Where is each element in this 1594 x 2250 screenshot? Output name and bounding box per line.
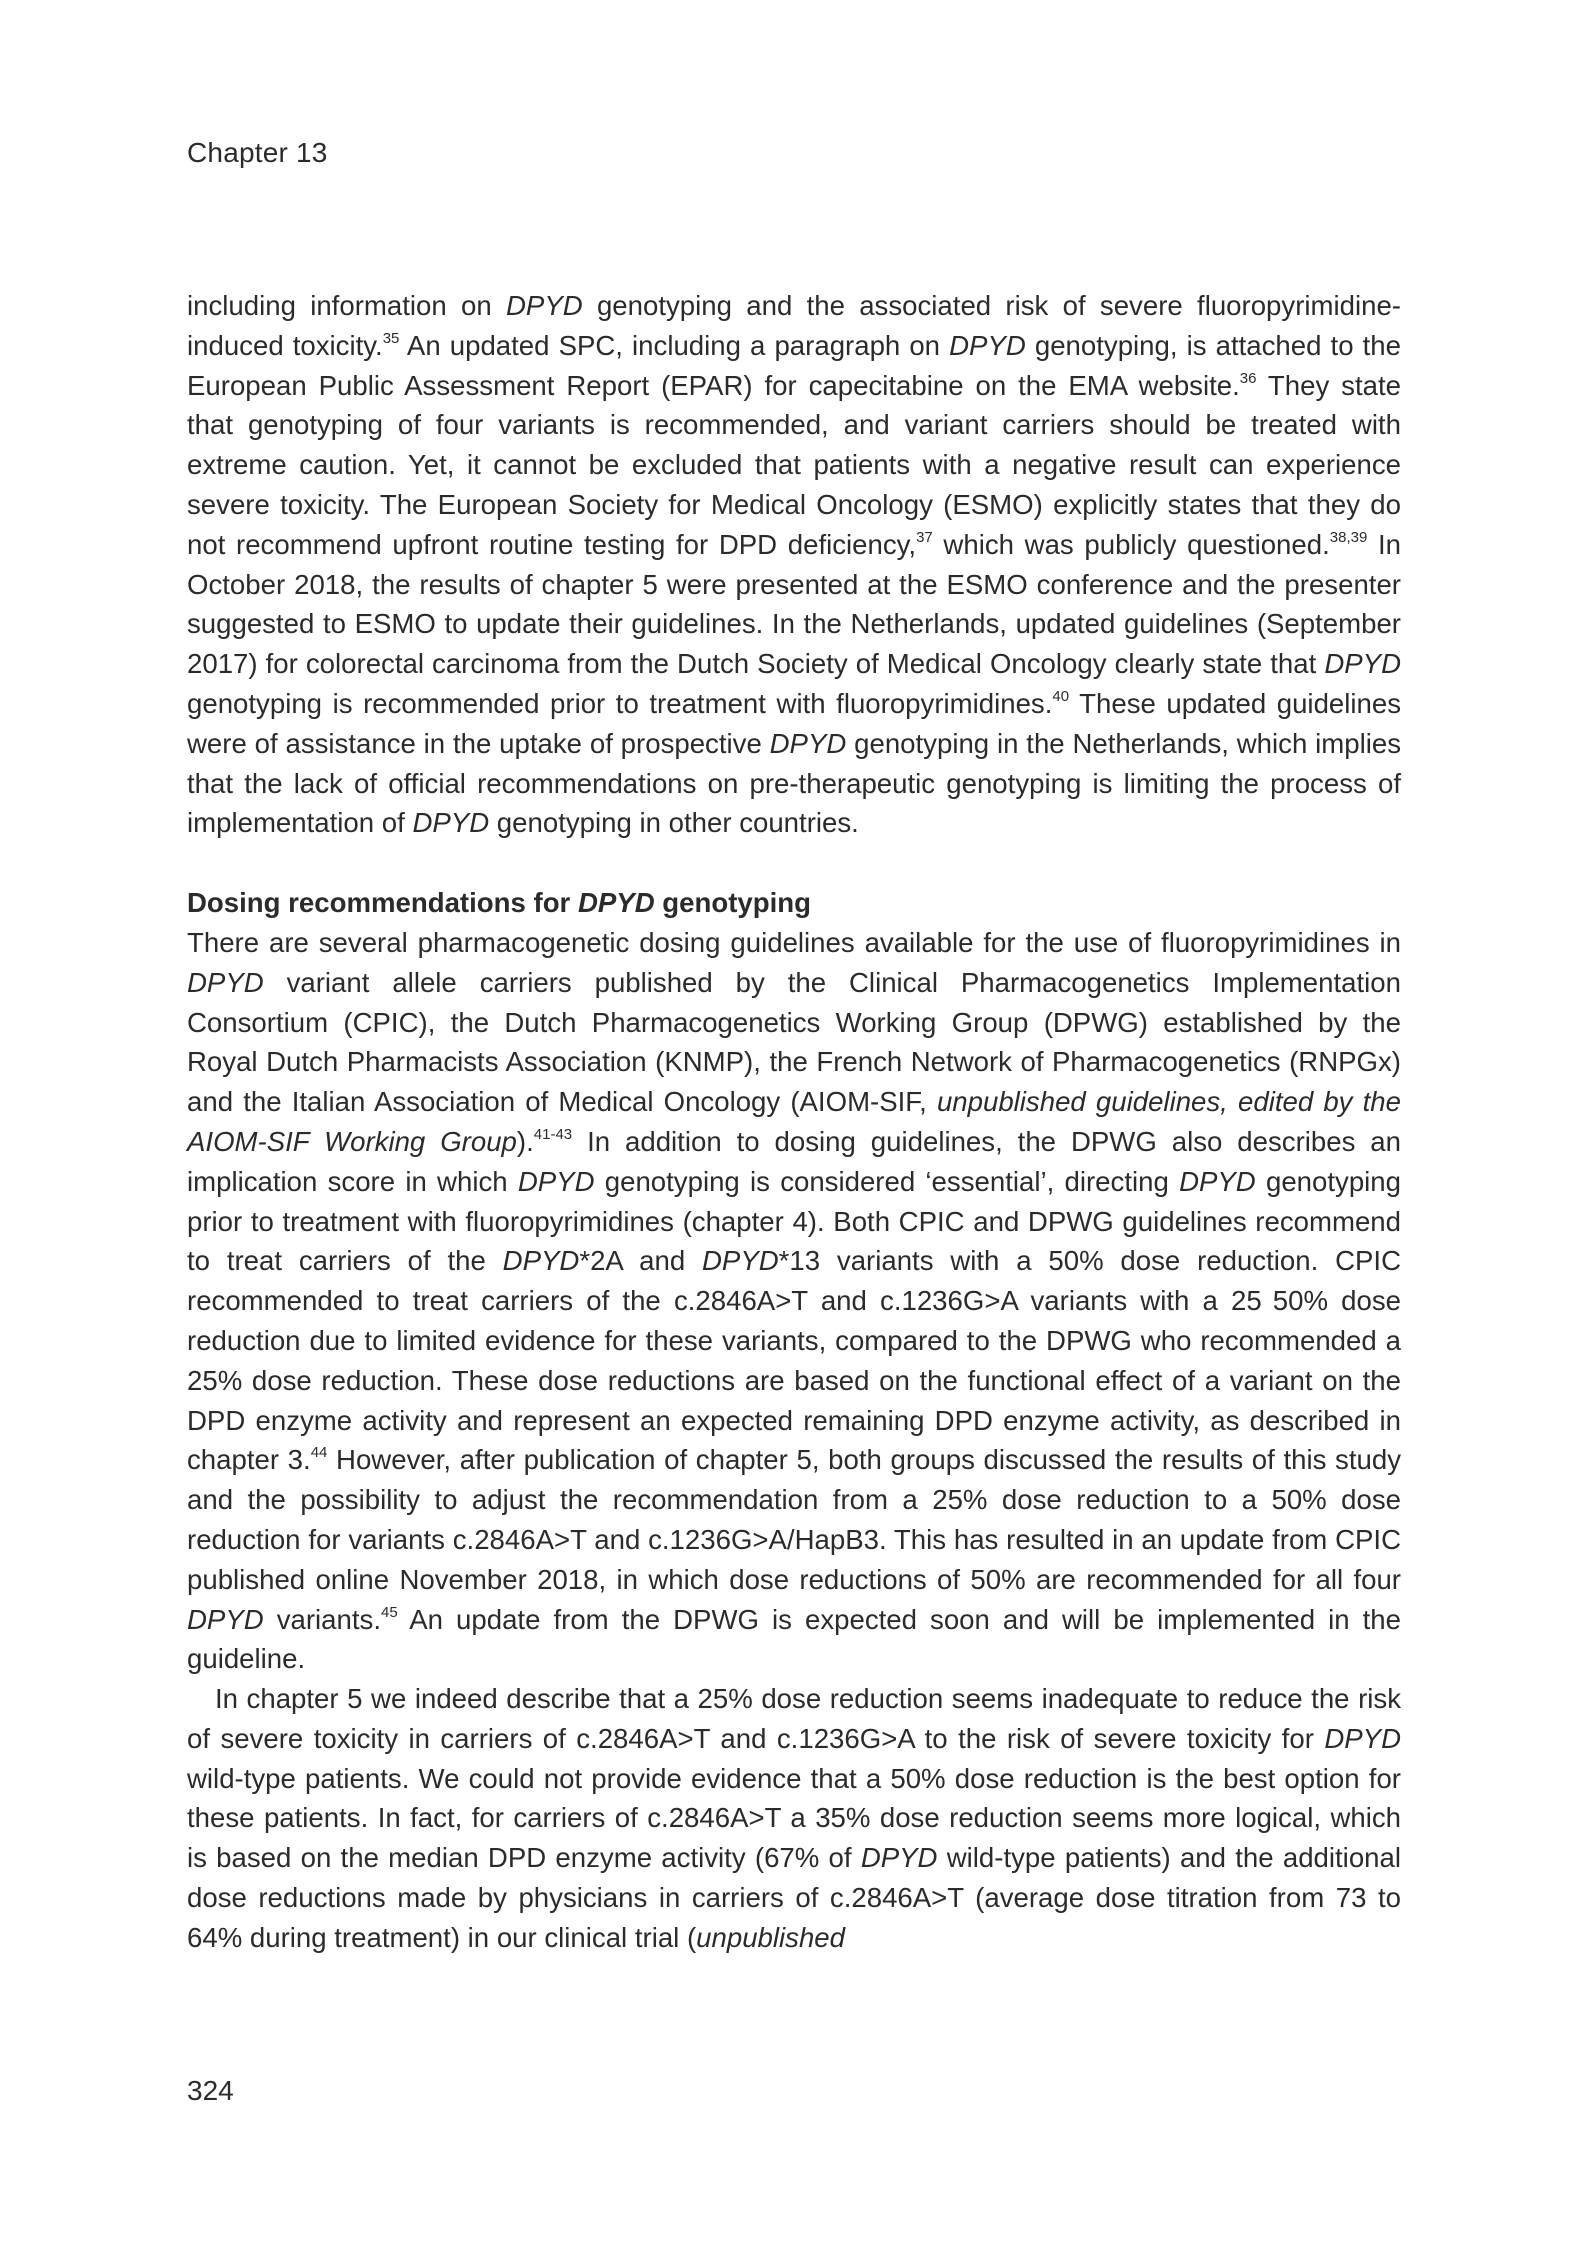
text-span: variant allele carriers published by the Clinical Pharmacogenetics Implementation Consortium (CPIC), the Dutch Pharmacogenetics Working Group (DPWG) established by the Royal Dutch Pharmacists Association (KNMP), the French Network of Pharmacogenetics (RNPGx) and the Italian Association of Medical Oncology (AIOM-SIF, — [187, 966, 1401, 1118]
text-span: genotyping in other countries. — [489, 807, 859, 839]
gene-name: DPYD — [701, 1245, 779, 1277]
gene-name: DPYD — [860, 1842, 938, 1874]
main-text — [187, 286, 1401, 1958]
text-span: including information on — [187, 290, 506, 321]
section-heading — [187, 883, 1401, 923]
text-span: genotyping, is attached to the European Public Assessment Report (EPAR) for capecitabine on the EMA website. — [187, 329, 1401, 401]
gene-name: DPYD — [187, 1603, 264, 1635]
gene-name: DPYD — [949, 329, 1026, 361]
citation: 38,39 — [1329, 528, 1368, 546]
text-span: An update from the DPWG is expected soon and will be implemented in the guideline. — [187, 1603, 1402, 1675]
citation: 40 — [1052, 687, 1070, 705]
text-span: They state that genotyping of four variants is recommended, and variant carriers should be treated with extreme caution. Yet, it cannot be excluded that patients with a negative result can experience severe toxicity. The European Society for Medical Oncology (ESMO) explicitly states that they do not recommend upfront routine testing for DPD deficiency, — [187, 369, 1401, 560]
text-span: genotyping in the Netherlands, which implies that the lack of official recommendations on pre-therapeutic genotyping is limiting the process of implementation of — [187, 727, 1401, 839]
text-span: wild-type patients. We could not provide evidence that a 50% dose reduction is the best option for these patients. In fact, for carriers of c.2846A>T a 35% dose reduction seems more logical, which is based on the median DPD enzyme activity (67% of — [187, 1762, 1401, 1874]
heading-text: Dosing recommendations for — [187, 887, 578, 919]
italic-note: unpublished guidelines, edited by the AIOM-SIF Working Group — [187, 1086, 1401, 1157]
text-span: genotyping and the associated risk of severe fluoropyrimidine-induced toxicity. — [187, 290, 1401, 361]
gene-name: DPYD — [1324, 1722, 1401, 1754]
text-span: ). — [516, 1125, 534, 1157]
text-span: An updated SPC, including a paragraph on — [399, 329, 950, 361]
paragraph-3 — [187, 1679, 1401, 1958]
text-span: wild-type patients) and the additional dose reductions made by physicians in carriers of c.2846A>T (average dose titration from 73 to 64% during treatment) in our clinical trial ( — [187, 1842, 1401, 1953]
text-span: which was publicly questioned. — [932, 528, 1330, 560]
text-span: In chapter 5 we indeed describe that a 25% dose reduction seems inadequate to reduce the risk of severe toxicity in carriers of c.2846A>T and c.1236G>A to the risk of severe toxicity for — [187, 1683, 1401, 1754]
text-span: However, after publication of chapter 5, both groups discussed the results of this study and the possibility to adjust the recommendation from a 25% dose reduction to a 50% dose reduction for variants c.2846A>T and c.1236G>A/HapB3. This has resulted in an update from CPIC published online November 2018, in which dose reductions of 50% are recommended for all four — [187, 1444, 1401, 1595]
paragraph-2 — [187, 923, 1401, 1679]
text-span: In October 2018, the results of chapter 5 were presented at the ESMO conference and the presenter suggested to ESMO to update their guidelines. In the Netherlands, updated guidelines (September 2017) for colorectal carcinoma from the Dutch Society of Medical Oncology clearly state that — [187, 528, 1401, 680]
running-header: Chapter 13 — [187, 137, 328, 168]
italic-note: unpublished — [696, 1921, 846, 1953]
text-span: There are several pharmacogenetic dosing guidelines available for the use of fluoropyrimidines in — [187, 926, 1401, 958]
text-span: genotyping is recommended prior to treatment with fluoropyrimidines. — [187, 687, 1053, 719]
page-number: 324 — [187, 2075, 234, 2106]
gene-name: DPYD — [505, 290, 583, 321]
heading-text: genotyping — [654, 887, 811, 919]
text-span: genotyping is considered ‘essential’, directing — [594, 1165, 1180, 1197]
gene-name: DPYD — [1179, 1165, 1256, 1197]
text-span: These updated guidelines were of assistance in the uptake of prospective — [187, 687, 1402, 759]
text-span: genotyping prior to treatment with fluoropyrimidines (chapter 4). Both CPIC and DPWG guidelines recommend to treat carriers of the — [187, 1165, 1401, 1277]
paragraph-1 — [187, 286, 1401, 843]
gene-name: DPYD — [769, 727, 847, 759]
text-span: In addition to dosing guidelines, the DPWG also describes an implication score in which — [187, 1125, 1401, 1197]
gene-name: DPYD — [517, 1165, 595, 1197]
citation: 44 — [310, 1444, 328, 1462]
citation: 45 — [381, 1603, 398, 1621]
gene-name: DPYD — [502, 1245, 580, 1277]
text-span: *13 variants with a 50% dose reduction. CPIC recommended to treat carriers of the c.2846A>T and c.1236G>A variants with a 25 50% dose reduction due to limited evidence for these variants, compared to the DPWG who recommended a 25% dose reduction. These dose reductions are based on the functional effect of a variant on the DPD enzyme activity and represent an expected remaining DPD enzyme activity, as described in chapter 3. — [187, 1245, 1401, 1476]
gene-name: DPYD — [412, 807, 490, 839]
gene-name: DPYD — [577, 887, 655, 919]
citation: 35 — [382, 329, 400, 347]
citation: 36 — [1239, 369, 1257, 387]
text-span: variants. — [263, 1603, 382, 1635]
gene-name: DPYD — [187, 966, 264, 998]
citation: 41-43 — [533, 1125, 573, 1143]
text-span: *2A and — [579, 1245, 702, 1277]
citation: 37 — [916, 528, 933, 546]
gene-name: DPYD — [1324, 648, 1401, 680]
